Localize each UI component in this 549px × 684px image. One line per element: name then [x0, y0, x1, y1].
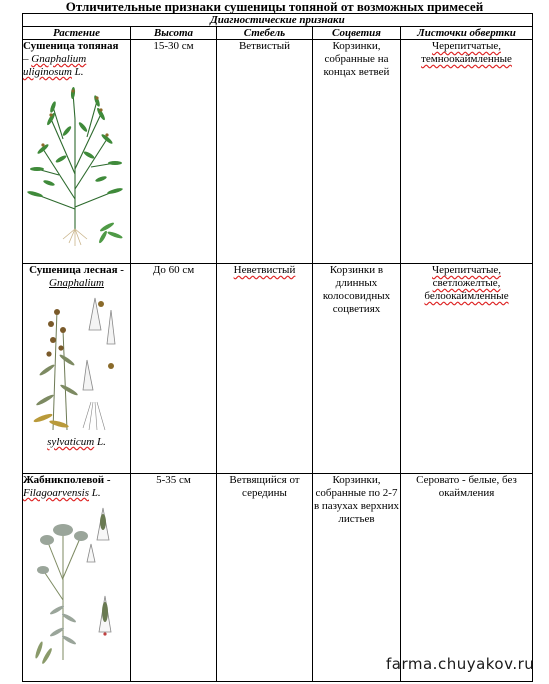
column-header-inflorescence: Соцветия	[313, 27, 401, 40]
height-cell: 15-30 см	[131, 40, 217, 264]
plant-cell	[23, 474, 131, 682]
latin-author: L.	[89, 487, 101, 499]
stem-cell	[217, 264, 313, 474]
marsh-cudweed-illustration	[23, 79, 127, 247]
stem-cell: Ветвистый	[217, 40, 313, 264]
bracts-cell	[401, 264, 533, 474]
column-header-height: Высота	[131, 27, 217, 40]
inflorescence-cell: Корзинки, собранные по 2-7 в пазухах верхних листьев	[313, 474, 401, 682]
plant-name: Сушеница лесная -	[29, 264, 124, 276]
page-title: Отличительные признаки сушеницы топяной от возможных примесей	[65, 0, 484, 14]
wood-cudweed-illustration	[23, 290, 127, 440]
plant-cell	[23, 264, 131, 474]
bracts-text: Черепитчатые, светложелтые, белоокаймленные	[424, 264, 509, 302]
plant-name: Жабникполевой -	[23, 474, 111, 486]
latin-genus: Gnaphalium	[49, 277, 104, 289]
table-row	[23, 474, 533, 682]
bracts-cell: Серовато - белые, без окаймления	[401, 474, 533, 682]
latin-species: uliginosum	[23, 66, 72, 78]
comparison-table	[22, 13, 533, 682]
column-header-stem: Стебель	[217, 27, 313, 40]
field-cottonrose-illustration	[23, 500, 127, 668]
latin-genus: Filagoarvensis	[23, 487, 89, 499]
column-header-bracts: Листочки обвертки	[401, 27, 533, 40]
table-row	[23, 40, 533, 264]
latin-species: sylvaticum	[47, 436, 95, 448]
plant-name: Сушеница топяная	[23, 40, 119, 52]
plant-name-dash: –	[23, 53, 29, 65]
inflorescence-cell: Корзинки в длинных колосовидных соцветиях	[313, 264, 401, 474]
bracts-text: Черепитчатые, темноокаймленные	[421, 40, 512, 65]
latin-genus: Gnaphalium	[31, 53, 87, 65]
column-header-plant: Растение	[23, 27, 131, 40]
watermark: farma.chuyakov.ru	[386, 655, 535, 673]
latin-author: L.	[94, 436, 106, 448]
bracts-cell	[401, 40, 533, 264]
stem-cell: Ветвящийся от середины	[217, 474, 313, 682]
plant-cell	[23, 40, 131, 264]
inflorescence-cell: Корзинки, собранные на концах ветвей	[313, 40, 401, 264]
height-cell: До 60 см	[131, 264, 217, 474]
stem-text: Неветвистый	[233, 264, 296, 276]
latin-author: L.	[71, 66, 84, 78]
table-group-header: Диагностические признаки	[23, 14, 533, 27]
height-cell: 5-35 см	[131, 474, 217, 682]
table-row	[23, 264, 533, 474]
